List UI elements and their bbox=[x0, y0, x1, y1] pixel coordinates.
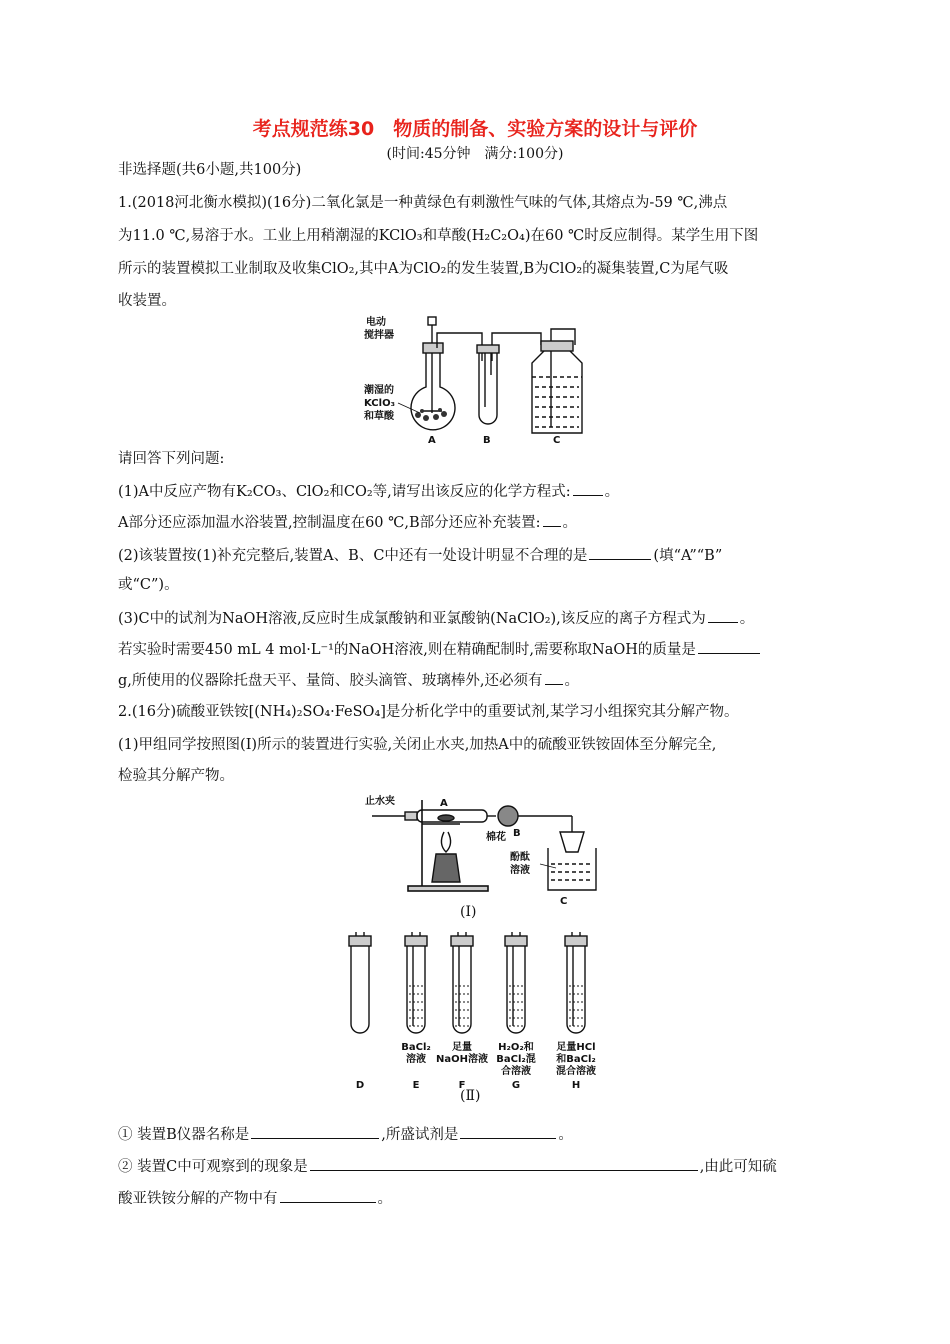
test-tube-e bbox=[405, 932, 427, 1033]
answer-blank[interactable] bbox=[545, 670, 563, 685]
test-tube-f bbox=[451, 932, 473, 1033]
label-c: C bbox=[553, 435, 561, 446]
tube-h-reagent-label: 足量HCl bbox=[556, 1042, 596, 1053]
q1-ask: 请回答下列问题: bbox=[118, 451, 225, 467]
page-subtitle: (时间:45分钟 满分:100分) bbox=[386, 146, 564, 162]
section-heading: 非选择题(共6小题,共100分) bbox=[118, 162, 302, 178]
stirrer-label-2: 搅拌器 bbox=[364, 330, 394, 341]
beaker-c bbox=[540, 832, 596, 890]
answer-blank[interactable] bbox=[310, 1156, 698, 1171]
q1-sub3-line1: (3)C中的试剂为NaOH溶液,反应时生成氯酸钠和亚氯酸钠(NaClO₂),该反应的离子方程式为 。 bbox=[118, 608, 838, 629]
q1-sub2-line1: (2)该装置按(1)补充完整后,装置A、B、C中还有一处设计明显不合理的是 (填“A”“B” bbox=[118, 545, 838, 566]
q1-sub3-line2: 若实验时需要450 mL 4 mol·L⁻¹的NaOH溶液,则在精确配制时,需要称取NaOH的质量是 bbox=[118, 639, 838, 660]
tube-b bbox=[477, 345, 499, 424]
q2-item1: ① 装置B仪器名称是 ,所盛试剂是 。 bbox=[118, 1124, 838, 1145]
tube-h-letter: H bbox=[571, 1080, 581, 1091]
q2-apparatus-figure-2 bbox=[340, 932, 620, 1092]
tube-h-reagent-label: 和BaCl₂ bbox=[556, 1054, 596, 1065]
label-c-fig1: C bbox=[560, 896, 568, 907]
tube-f-letter: F bbox=[458, 1080, 466, 1091]
reaction-tube-a bbox=[372, 810, 496, 822]
test-tube-h bbox=[565, 932, 587, 1033]
q1-sub1-line2: A部分还应添加温水浴装置,控制温度在60 ℃,B部分还应补充装置: 。 bbox=[118, 512, 838, 533]
q1-sub1-line1: (1)A中反应产物有K₂CO₃、ClO₂和CO₂等,请写出该反应的化学方程式: 。 bbox=[118, 481, 838, 502]
answer-blank[interactable] bbox=[280, 1188, 376, 1203]
label-b-fig1: B bbox=[513, 828, 521, 839]
q1-line-3: 所示的装置模拟工业制取及收集ClO₂,其中A为ClO₂的发生装置,B为ClO₂的凝集装置,C为尾气吸 bbox=[118, 261, 729, 277]
label-a-fig1: A bbox=[440, 798, 448, 809]
answer-blank[interactable] bbox=[543, 512, 561, 527]
q2-apparatus-figure-1 bbox=[360, 792, 600, 907]
tube-f-reagent-label: NaOH溶液 bbox=[436, 1054, 488, 1065]
stirrer-label-1: 电动 bbox=[366, 317, 386, 328]
drying-tube-b bbox=[498, 806, 572, 832]
page-title: 考点规范练30 物质的制备、实验方案的设计与评价 bbox=[252, 118, 698, 140]
tube-e-letter: E bbox=[412, 1080, 420, 1091]
answer-blank[interactable] bbox=[589, 545, 651, 560]
q1-line-2: 为11.0 ℃,易溶于水。工业上用稍潮湿的KClO₃和草酸(H₂C₂O₄)在60 ℃时反应制得。某学生用下图 bbox=[118, 228, 759, 244]
burner bbox=[432, 832, 460, 882]
answer-blank[interactable] bbox=[251, 1124, 379, 1139]
tube-e-reagent-label: BaCl₂ bbox=[401, 1042, 431, 1053]
q2-item2-line2: 酸亚铁铵分解的产物中有 。 bbox=[118, 1188, 838, 1209]
reagent-label-1: 潮湿的 bbox=[364, 385, 394, 396]
label-b: B bbox=[483, 435, 491, 446]
q2-line-3: 检验其分解产物。 bbox=[118, 768, 234, 784]
q1-sub2-line2: 或“C”)。 bbox=[118, 577, 179, 593]
test-tube-d bbox=[349, 932, 371, 1033]
tube-g-letter: G bbox=[511, 1080, 521, 1091]
tube-g-reagent-label: BaCl₂混 bbox=[496, 1054, 536, 1065]
q2-line-1: 2.(16分)硫酸亚铁铵[(NH₄)₂SO₄·FeSO₄]是分析化学中的重要试剂,某学习小组探究其分解产物。 bbox=[118, 704, 739, 720]
clamp-label: 止水夹 bbox=[365, 796, 395, 807]
answer-blank[interactable] bbox=[460, 1124, 556, 1139]
q2-line-2: (1)甲组同学按照图(Ⅰ)所示的装置进行实验,关闭止水夹,加热A中的硫酸亚铁铵固体至分解完全, bbox=[118, 737, 717, 753]
q1-line-1: 1.(2018河北衡水模拟)(16分)二氧化氯是一种黄绿色有刺激性气味的气体,其熔点为-59 ℃,沸点 bbox=[118, 195, 728, 211]
tube-h-reagent-label: 混合溶液 bbox=[556, 1066, 596, 1077]
q2-item2-line1: ② 装置C中可观察到的现象是 ,由此可知硫 bbox=[118, 1156, 838, 1177]
answer-blank[interactable] bbox=[708, 608, 738, 623]
tube-f-reagent-label: 足量 bbox=[452, 1042, 472, 1053]
phenol-label-1: 酚酞 bbox=[510, 852, 530, 863]
tube-g-reagent-label: H₂O₂和 bbox=[498, 1042, 534, 1053]
q1-line-4: 收装置。 bbox=[118, 293, 176, 309]
figure-1-caption: (Ⅰ) bbox=[460, 904, 477, 920]
tube-g-reagent-label: 合溶液 bbox=[501, 1066, 531, 1077]
q1-apparatus-figure bbox=[360, 315, 600, 448]
test-tube-g bbox=[505, 932, 527, 1033]
cotton-label: 棉花 bbox=[486, 832, 506, 843]
reagent-label-3: 和草酸 bbox=[364, 411, 394, 422]
answer-blank[interactable] bbox=[573, 481, 603, 496]
tube-e-reagent-label: 溶液 bbox=[406, 1054, 426, 1065]
label-a: A bbox=[428, 435, 436, 446]
figure-2-caption: (Ⅱ) bbox=[460, 1088, 481, 1104]
tube-d-letter: D bbox=[355, 1080, 365, 1091]
answer-blank[interactable] bbox=[698, 639, 760, 654]
bottle-c bbox=[532, 341, 582, 433]
q1-sub3-line3: g,所使用的仪器除托盘天平、量筒、胶头滴管、玻璃棒外,还必须有 。 bbox=[118, 670, 838, 691]
reagent-solid bbox=[415, 408, 447, 421]
phenol-label-2: 溶液 bbox=[510, 865, 530, 876]
reagent-label-2: KClO₃ bbox=[364, 398, 395, 409]
